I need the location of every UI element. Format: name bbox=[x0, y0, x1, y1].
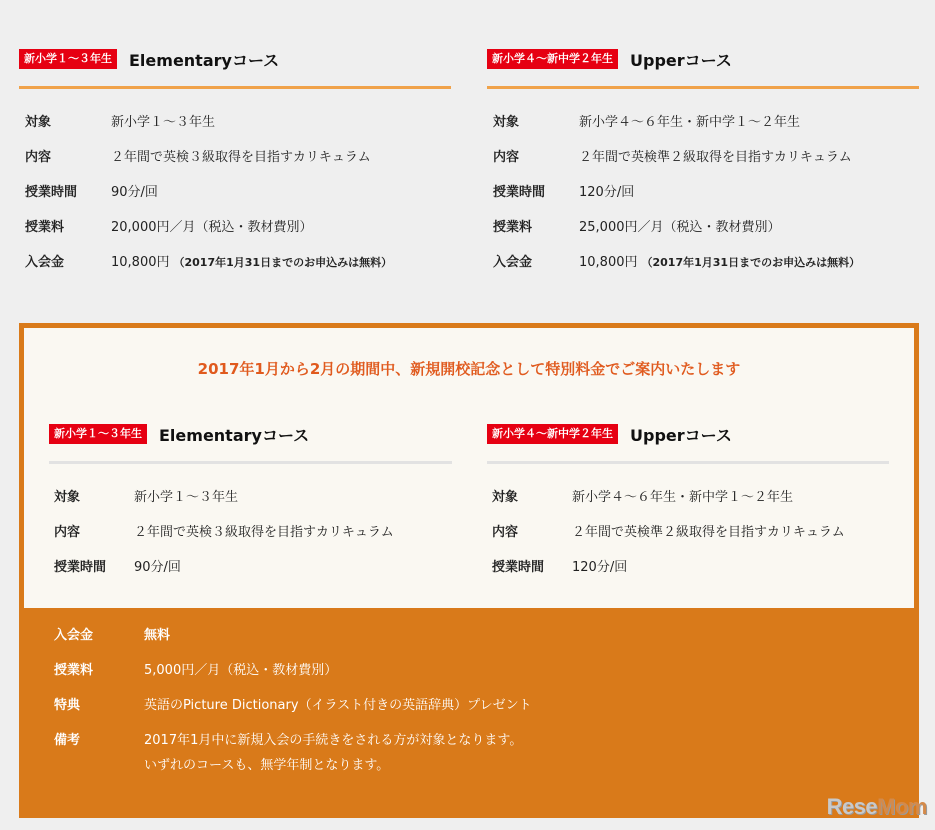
row-label: 対象 bbox=[25, 115, 52, 130]
elementary-course-special bbox=[49, 423, 452, 583]
special-offer-box bbox=[19, 323, 919, 818]
row-value: 120分/回 bbox=[579, 185, 635, 200]
row-value: 5,000円／月（税込・教材費別） bbox=[144, 663, 338, 678]
info-row bbox=[493, 173, 919, 208]
row-value bbox=[111, 251, 392, 270]
divider bbox=[49, 461, 452, 464]
row-label: 授業料 bbox=[25, 220, 65, 235]
row-label: 授業時間 bbox=[54, 560, 107, 575]
info-row bbox=[25, 138, 451, 173]
row-value: ２年間で英検３級取得を目指すカリキュラム bbox=[134, 525, 394, 540]
fee-amount: 10,800円 bbox=[579, 255, 638, 270]
row-label: 授業料 bbox=[493, 220, 533, 235]
row-label: 授業時間 bbox=[25, 185, 78, 200]
row-value: 25,000円／月（税込・教材費別） bbox=[579, 220, 781, 235]
info-row bbox=[492, 513, 889, 548]
course-name: Upperコース bbox=[630, 425, 732, 445]
course-header bbox=[49, 423, 452, 445]
elementary-course-top bbox=[19, 48, 451, 278]
row-value: 90分/回 bbox=[111, 185, 158, 200]
special-offer-inner bbox=[24, 328, 914, 608]
row-label: 内容 bbox=[25, 150, 52, 165]
fee-amount: 10,800円 bbox=[111, 255, 170, 270]
row-label: 内容 bbox=[492, 525, 519, 540]
row-label: 授業時間 bbox=[492, 560, 545, 575]
grade-badge: 新小学１～３年生 bbox=[19, 49, 117, 69]
info-row bbox=[25, 208, 451, 243]
row-value: 新小学１～３年生 bbox=[134, 490, 239, 505]
fee-note: （2017年1月31日までのお申込みは無料） bbox=[173, 256, 393, 269]
row-label: 入会金 bbox=[54, 628, 94, 643]
upper-course-top bbox=[487, 48, 919, 278]
row-label: 備考 bbox=[54, 733, 81, 748]
course-name: Elementaryコース bbox=[129, 50, 280, 70]
row-value: 90分/回 bbox=[134, 560, 181, 575]
row-value: 120分/回 bbox=[572, 560, 628, 575]
row-value: 20,000円／月（税込・教材費別） bbox=[111, 220, 313, 235]
info-row bbox=[493, 243, 919, 278]
info-row bbox=[25, 103, 451, 138]
row-label: 入会金 bbox=[493, 255, 533, 270]
row-value: 英語のPicture Dictionary（イラスト付きの英語辞典）プレゼント bbox=[144, 698, 532, 713]
row-label: 内容 bbox=[54, 525, 81, 540]
special-shared-info bbox=[54, 623, 532, 788]
info-row bbox=[54, 513, 452, 548]
row-label: 対象 bbox=[493, 115, 520, 130]
info-row bbox=[493, 138, 919, 173]
info-row bbox=[493, 103, 919, 138]
resemom-logo bbox=[827, 794, 927, 820]
row-value: ２年間で英検準２級取得を目指すカリキュラム bbox=[579, 150, 852, 165]
special-offer-title: 2017年1月から2月の期間中、新規開校記念として特別料金でご案内いたします bbox=[197, 360, 741, 378]
row-value: ２年間で英検準２級取得を目指すカリキュラム bbox=[572, 525, 845, 540]
row-value: 無料 bbox=[144, 628, 171, 643]
info-row bbox=[25, 243, 451, 278]
course-name: Elementaryコース bbox=[159, 425, 310, 445]
row-value bbox=[144, 728, 522, 778]
grade-badge: 新小学４～新中学２年生 bbox=[487, 49, 618, 69]
course-header bbox=[19, 48, 451, 70]
divider bbox=[487, 461, 889, 464]
row-label: 対象 bbox=[492, 490, 519, 505]
info-row bbox=[54, 478, 452, 513]
row-value: 新小学４～６年生・新中学１～２年生 bbox=[579, 115, 801, 130]
info-row bbox=[492, 548, 889, 583]
row-label: 内容 bbox=[493, 150, 520, 165]
fee-note: （2017年1月31日までのお申込みは無料） bbox=[641, 256, 861, 269]
divider bbox=[487, 86, 919, 89]
row-label: 授業時間 bbox=[493, 185, 546, 200]
grade-badge: 新小学１～３年生 bbox=[49, 424, 147, 444]
row-value bbox=[579, 251, 860, 270]
row-label: 授業料 bbox=[54, 663, 94, 678]
note-line-1: 2017年1月中に新規入会の手続きをされる方が対象となります。 bbox=[144, 733, 523, 748]
row-value: 新小学１～３年生 bbox=[111, 115, 216, 130]
divider bbox=[19, 86, 451, 89]
info-row bbox=[25, 173, 451, 208]
logo-text-1: Rese bbox=[826, 794, 878, 819]
info-row bbox=[493, 208, 919, 243]
row-label: 特典 bbox=[54, 698, 81, 713]
note-line-2: いずれのコースも、無学年制となります。 bbox=[144, 758, 390, 773]
course-name: Upperコース bbox=[630, 50, 732, 70]
course-header bbox=[487, 423, 889, 445]
row-value: 新小学４～６年生・新中学１～２年生 bbox=[572, 490, 794, 505]
info-row bbox=[54, 548, 452, 583]
shared-row bbox=[54, 693, 532, 718]
shared-row bbox=[54, 658, 532, 683]
row-label: 対象 bbox=[54, 490, 81, 505]
row-label: 入会金 bbox=[25, 255, 65, 270]
row-value: ２年間で英検３級取得を目指すカリキュラム bbox=[111, 150, 371, 165]
upper-course-special bbox=[487, 423, 889, 583]
info-row bbox=[492, 478, 889, 513]
shared-row bbox=[54, 728, 532, 778]
logo-text-2: Mom bbox=[877, 794, 927, 819]
course-header bbox=[487, 48, 919, 70]
grade-badge: 新小学４～新中学２年生 bbox=[487, 424, 618, 444]
shared-row bbox=[54, 623, 532, 648]
